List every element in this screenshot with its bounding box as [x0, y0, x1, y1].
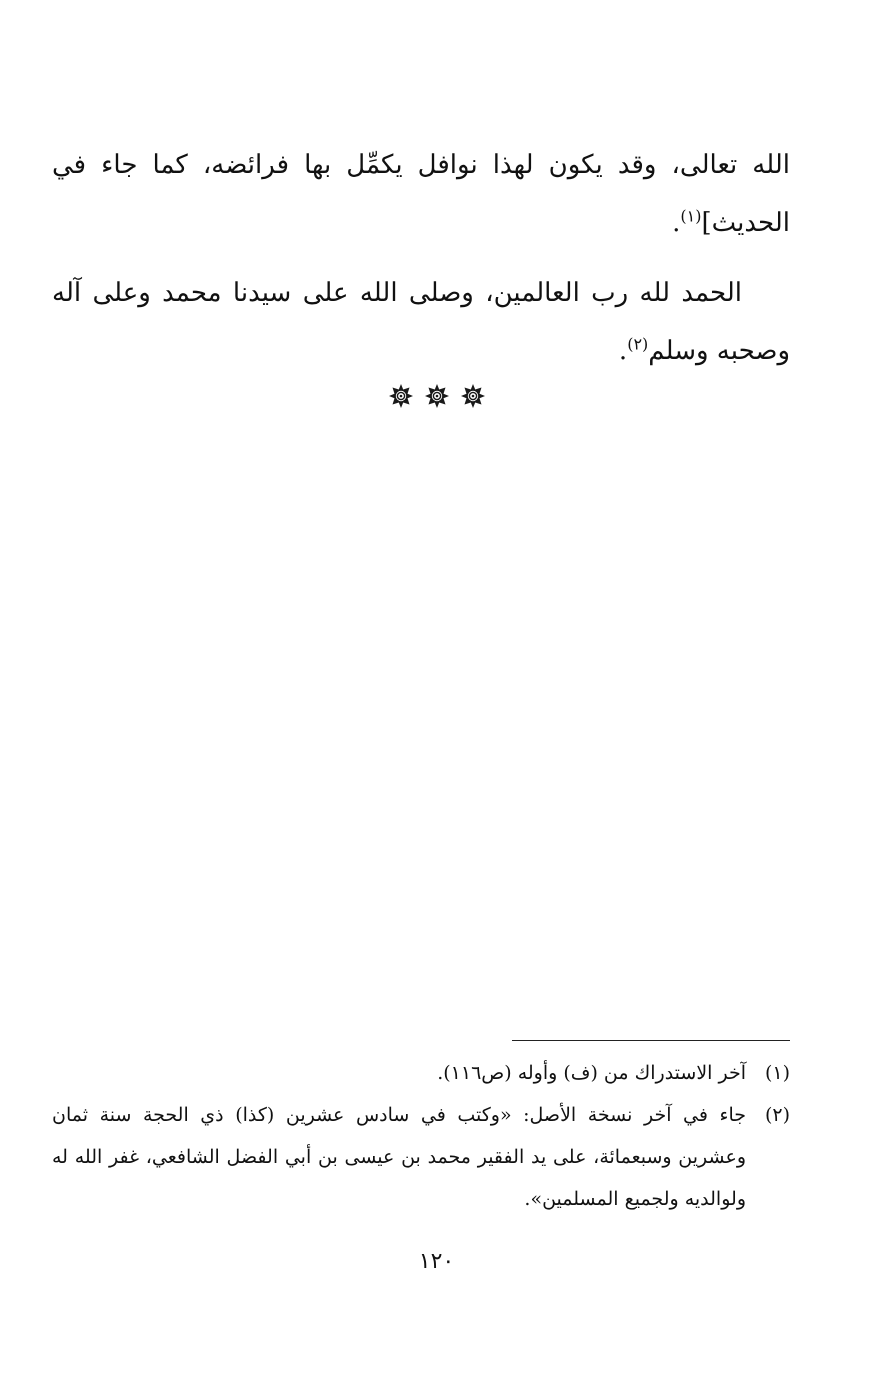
footnote-separator [512, 1040, 790, 1041]
paragraph-end: . [618, 336, 628, 366]
main-text [52, 136, 790, 380]
footnote-text: آخر الاستدراك من (ف) وأوله (ص١١٦). [437, 1062, 746, 1084]
paragraph-text: الله تعالى، وقد يكون لهذا نوافل يكمِّل بها فرائضه، كما جاء في الحديث] [52, 150, 790, 238]
footnote-number: (٢) [764, 1104, 790, 1126]
paragraph-text: الحمد لله رب العالمين، وصلى الله على سيدنا محمد وعلى آله وصحبه وسلم [52, 278, 790, 366]
footnote-number: (١) [764, 1062, 790, 1084]
footnotes [52, 1052, 790, 1220]
footnote-ref[interactable]: (١) [680, 206, 702, 226]
flower-ornament-icon [425, 384, 449, 408]
flower-ornament-icon [461, 384, 485, 408]
footnote-text: جاء في آخر نسخة الأصل: «وكتب في سادس عشرين (كذا) ذي الحجة سنة ثمان وعشرين وسبعمائة، على يد الفقير محمد بن عيسى بن أبي الفضل الشافعي، غفر الله له ولوالديه ولجميع المسلمين». [52, 1104, 746, 1210]
footnote-ref[interactable]: (٢) [627, 334, 649, 354]
flower-ornament-icon [389, 384, 413, 408]
paragraph [52, 264, 790, 380]
footnote [52, 1052, 790, 1094]
paragraph-end: . [672, 208, 681, 238]
section-divider [0, 384, 873, 408]
page-number: ١٢٠ [418, 1249, 455, 1274]
paragraph [52, 136, 790, 252]
footnote [52, 1094, 790, 1220]
